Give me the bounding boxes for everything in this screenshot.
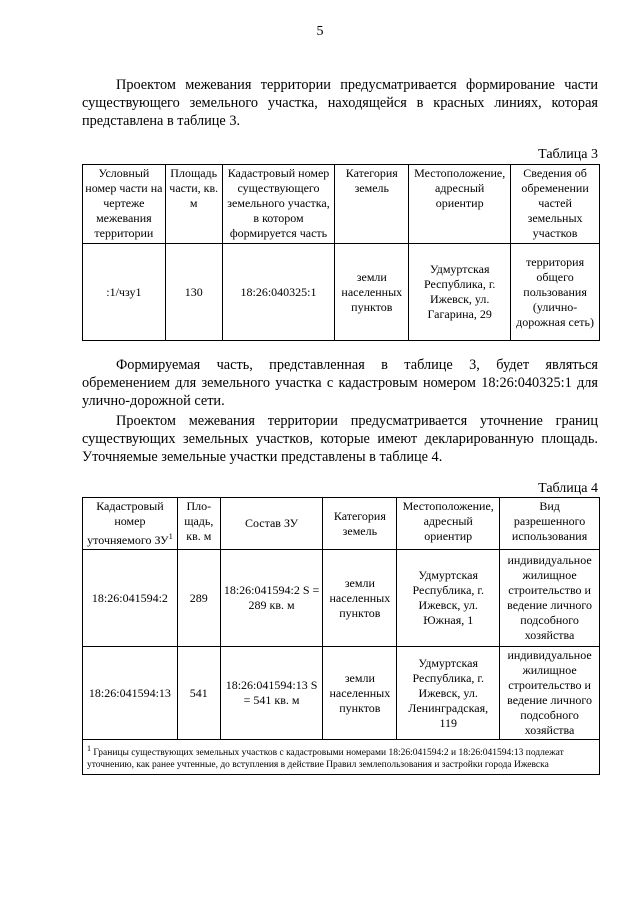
table-cell: 18:26:041594:2 xyxy=(83,550,178,647)
table-cell: Удмуртская Республика, г. Ижевск, ул. Южная, 1 xyxy=(397,550,500,647)
paragraph-refinement xyxy=(82,412,598,466)
table4-header-cell: Пло-щадь, кв. м xyxy=(177,498,220,550)
table-cell: :1/чзу1 xyxy=(83,244,166,341)
table-cell: индивидуальное жилищное строительство и ведение личного подсобного хозяйства xyxy=(500,647,600,740)
table-cell: 18:26:041594:2 S = 289 кв. м xyxy=(220,550,323,647)
table4-label: Таблица 4 xyxy=(538,481,598,496)
footnote xyxy=(83,740,600,775)
table3-header-cell: Кадастровый номер существующего земельного участка, в котором формируется часть xyxy=(222,165,335,244)
table-cell: 130 xyxy=(165,244,222,341)
table-cell: земли населенных пунктов xyxy=(323,647,397,740)
table-row xyxy=(83,647,600,740)
paragraph-intro xyxy=(82,76,598,130)
table3-header-cell: Категория земель xyxy=(335,165,409,244)
paragraph-encumbrance-text: Формируемая часть, представленная в таблице 3, будет являться обременением для земельного участка с кадастровым номером 18:26:040325:1 для улично-дорожной сети. xyxy=(82,357,598,409)
table3-header-cell: Условный номер части на чертеже межевания территории xyxy=(83,165,166,244)
table3-header-row xyxy=(83,165,600,244)
table4-header-cell: Категория земель xyxy=(323,498,397,550)
table4-header-text: Кадастровый номер уточняемого ЗУ xyxy=(87,499,169,547)
table-cell: территория общего пользования (улично-дорожная сеть) xyxy=(511,244,600,341)
table-cell: Удмуртская Республика, г. Ижевск, ул. Гагарина, 29 xyxy=(409,244,511,341)
table-cell: 289 xyxy=(177,550,220,647)
table-cell: 18:26:041594:13 xyxy=(83,647,178,740)
table4-footnote-row xyxy=(83,740,600,775)
paragraph-refinement-text: Проектом межевания территории предусматривается уточнение границ существующих земельных участков, которые имеют декларированную площадь. Уточняемые земельные участки представлены в таблице 4. xyxy=(82,413,598,465)
table3-label: Таблица 3 xyxy=(538,147,598,162)
table4-header-row xyxy=(83,498,600,550)
footnote-marker: 1 xyxy=(168,532,173,541)
table-row xyxy=(83,244,600,341)
table4-header-cell xyxy=(83,498,178,550)
page-number: 5 xyxy=(316,24,324,39)
table-row xyxy=(83,550,600,647)
paragraph-encumbrance xyxy=(82,356,598,410)
table4-header-cell: Состав ЗУ xyxy=(220,498,323,550)
table4-header-cell: Местоположение, адресный ориентир xyxy=(397,498,500,550)
table-cell: 541 xyxy=(177,647,220,740)
table3-header-cell: Местоположение, адресный ориентир xyxy=(409,165,511,244)
table-cell: 18:26:041594:13 S = 541 кв. м xyxy=(220,647,323,740)
table-cell: земли населенных пунктов xyxy=(323,550,397,647)
table-3 xyxy=(82,164,600,341)
table-4 xyxy=(82,497,600,775)
table-cell: индивидуальное жилищное строительство и ведение личного подсобного хозяйства xyxy=(500,550,600,647)
table3-header-cell: Площадь части, кв. м xyxy=(165,165,222,244)
footnote-marker: 1 xyxy=(87,744,91,753)
table-cell: земли населенных пунктов xyxy=(335,244,409,341)
table3-header-cell: Сведения об обременении частей земельных участков xyxy=(511,165,600,244)
table4-header-cell: Вид разрешенного использования xyxy=(500,498,600,550)
paragraph-intro-text: Проектом межевания территории предусматривается формирование части существующего земельного участка, находящейся в красных линиях, которая представлена в таблице 3. xyxy=(82,77,598,129)
table-cell: 18:26:040325:1 xyxy=(222,244,335,341)
table-cell: Удмуртская Республика, г. Ижевск, ул. Ленинградская, 119 xyxy=(397,647,500,740)
footnote-text: Границы существующих земельных участков с кадастровыми номерами 18:26:041594:2 и 18:26:041594:13 подлежат уточнению, как ранее учтенные, до вступления в действие Правил землепользования и застройки города Ижевска xyxy=(87,748,564,771)
